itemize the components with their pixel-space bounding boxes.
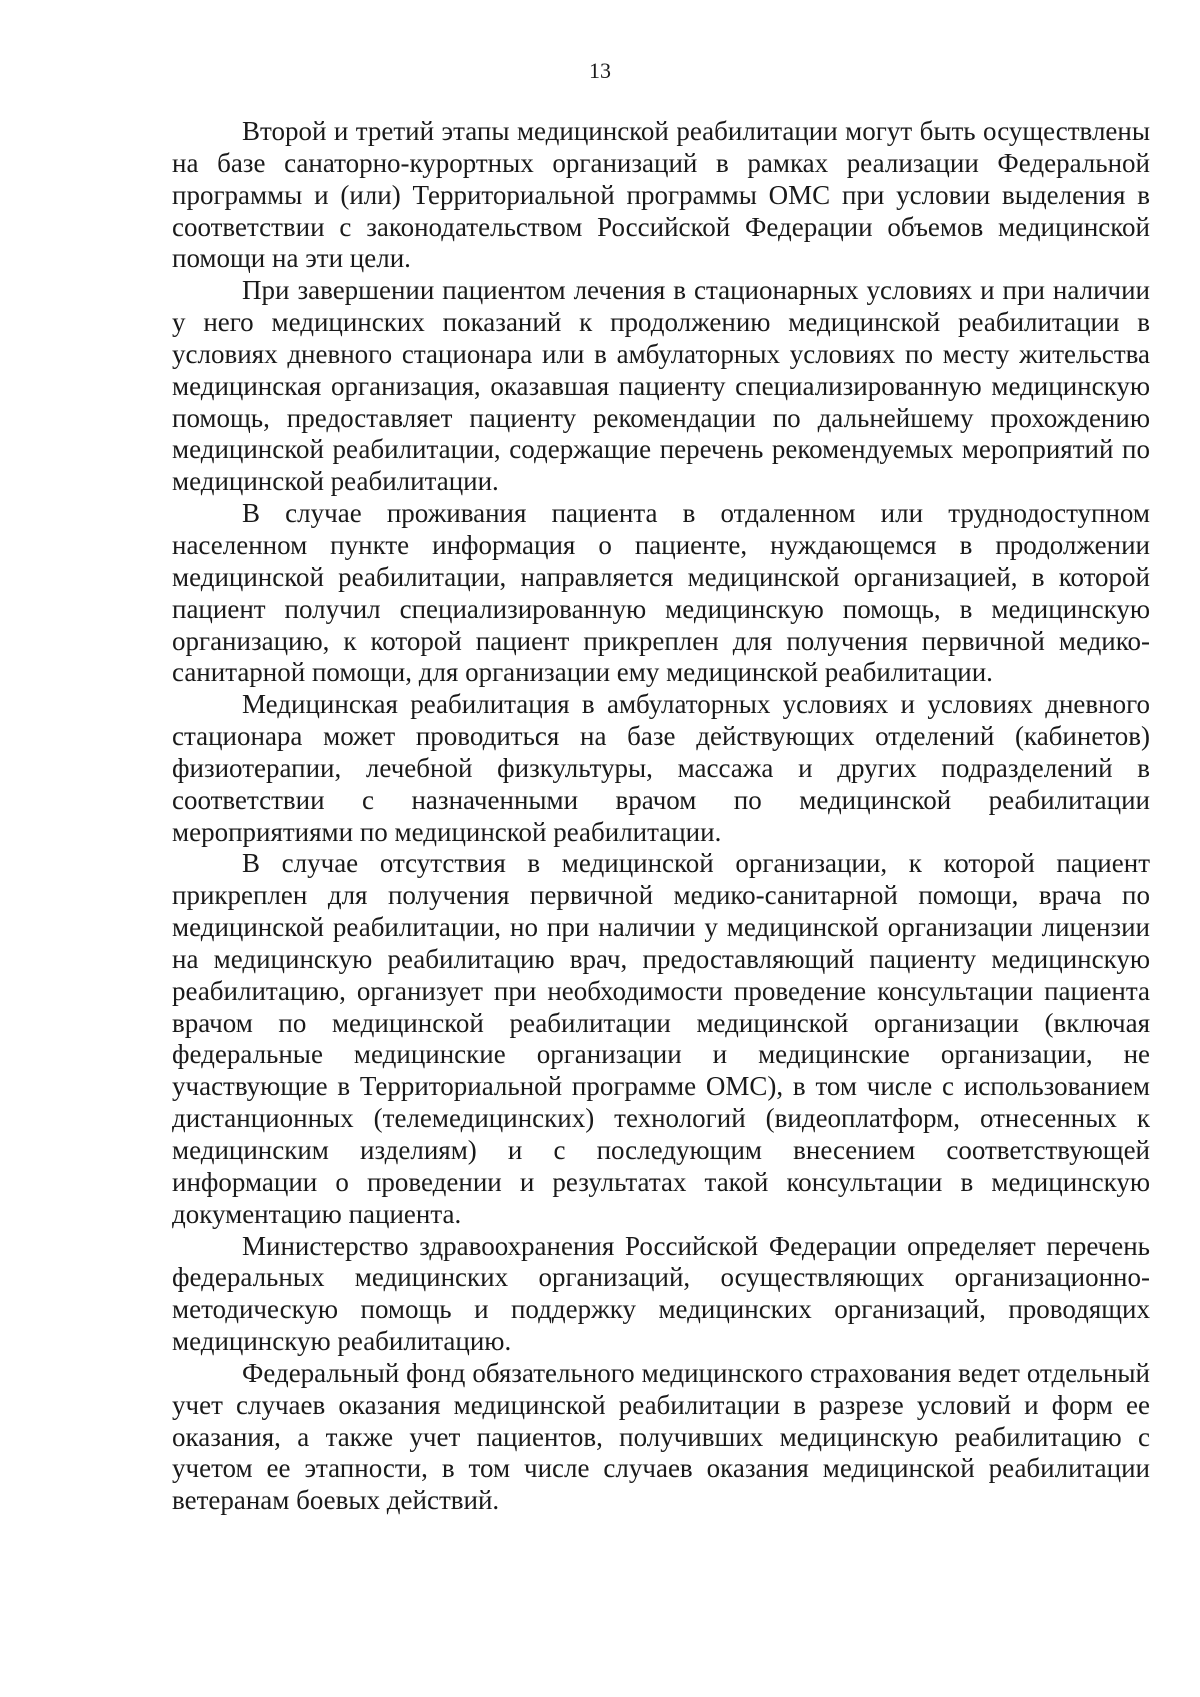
paragraph-telemedicine-consultation: В случае отсутствия в медицинской организации, к которой пациент прикреплен для получения первичной медико-санитарной помощи, врача по медицинской реабилитации, но при наличии у медицинской организации лицензии на медицинскую реабилитацию врач, предоставляющий пациенту медицинскую реабилитацию, организует при необходимости проведение консультации пациента врачом по медицинской реабилитации медицинской организации (включая федеральные медицинские организации и медицинские организации, не участвующие в Территориальной программе ОМС), в том числе с использованием дистанционных (телемедицинских) технологий (видеоплатформ, отнесенных к медицинским изделиям) и с последующим внесением соответствующей информации о проведении и результатах такой консультации в медицинскую документацию пациента. (172, 848, 1150, 1229)
paragraph-ministry-list: Министерство здравоохранения Российской Федерации определяет перечень федеральных медицинских организаций, осуществляющих организационно-методическую помощь и поддержку медицинских организаций, проводящих медицинскую реабилитацию. (172, 1230, 1150, 1357)
page-number: 13 (589, 58, 611, 83)
body-text (172, 116, 1150, 1517)
paragraph-remote-settlement: В случае проживания пациента в отдаленном или труднодоступном населенном пункте информация о пациенте, нуждающемся в продолжении медицинской реабилитации, направляется медицинской организацией, в которой пациент получил специализированную медицинскую помощь, в медицинскую организацию, к которой пациент прикреплен для получения первичной медико-санитарной помощи, для организации ему медицинской реабилитации. (172, 498, 1150, 688)
paragraph-rehab-stages-sanatorium: Второй и третий этапы медицинской реабилитации могут быть осуществлены на базе санаторно-курортных организаций в рамках реализации Федеральной программы и (или) Территориальной программы ОМС при условии выделения в соответствии с законодательством Российской Федерации объемов медицинской помощи на эти цели. (172, 116, 1150, 274)
paragraph-outpatient-rehab: Медицинская реабилитация в амбулаторных условиях и условиях дневного стационара может проводиться на базе действующих отделений (кабинетов) физиотерапии, лечебной физкультуры, массажа и других подразделений в соответствии с назначенными врачом по медицинской реабилитации мероприятиями по медицинской реабилитации. (172, 689, 1150, 847)
paragraph-oms-fund-accounting: Федеральный фонд обязательного медицинского страхования ведет отдельный учет случаев оказания медицинской реабилитации в разрезе условий и форм ее оказания, а также учет пациентов, получивших медицинскую реабилитацию с учетом ее этапности, в том числе случаев оказания медицинской реабилитации ветеранам боевых действий. (172, 1357, 1150, 1516)
paragraph-discharge-recommendations: При завершении пациентом лечения в стационарных условиях и при наличии у него медицинских показаний к продолжению медицинской реабилитации в условиях дневного стационара или в амбулаторных условиях по месту жительства медицинская организация, оказавшая пациенту специализированную медицинскую помощь, предоставляет пациенту рекомендации по дальнейшему прохождению медицинской реабилитации, содержащие перечень рекомендуемых мероприятий по медицинской реабилитации. (172, 275, 1150, 497)
